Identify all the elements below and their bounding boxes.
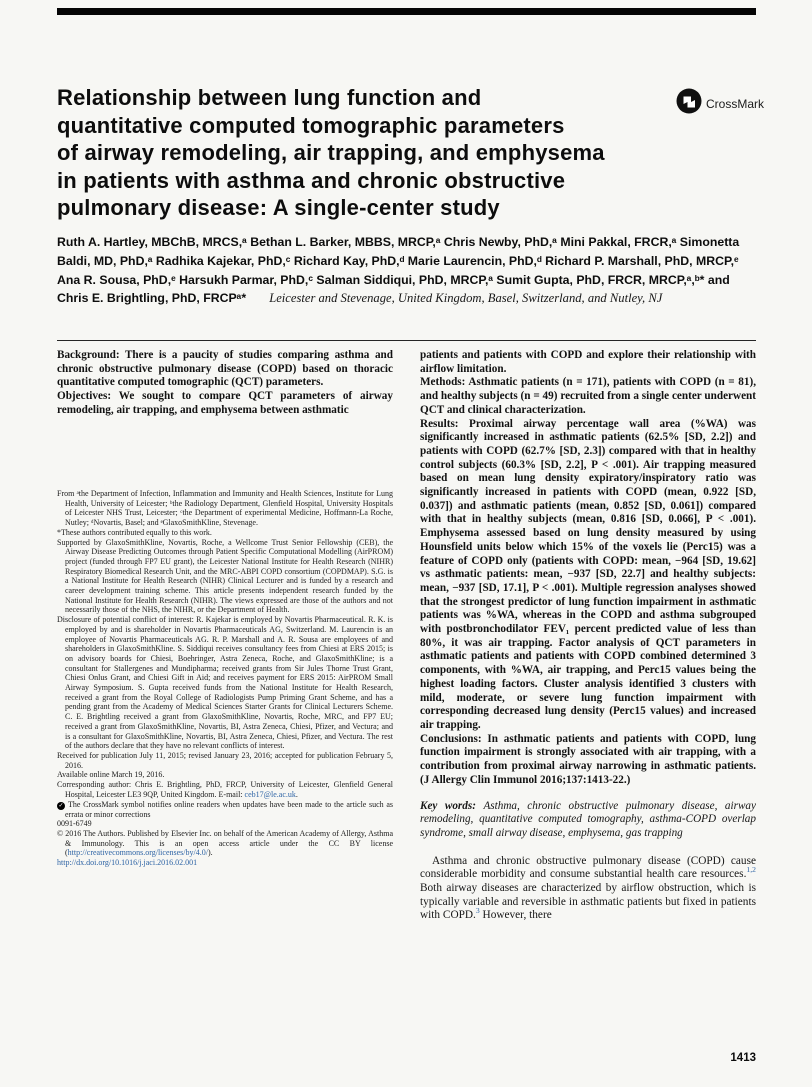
fn [57,858,393,868]
top-rule [57,8,756,15]
intro-paragraph [420,855,756,924]
fn [57,615,393,751]
text-segment: Asthma and chronic obstructive pulmonary disease (COPD) cause considerable morbidity and consume substantial health care resources. [420,854,756,881]
abs-para [420,349,756,376]
text-segment: However, there [479,909,552,922]
text-segment: patients and patients with COPD and explore their relationship with airflow limitation. [420,349,756,375]
link[interactable]: http://dx.doi.org/10.1016/j.jaci.2016.02.001 [57,858,198,868]
text-segment: Results: Proximal airway percentage wall area (%WA) was significantly increased in asthmatic patients (62.5% [SD, 2.2]) and patients with COPD (62.7% [SD, 2.3]) compared with that in healthy control subjects (60.3% [SD, 2.2], P < .001). Air trapping measured based on mean lung density expiratory/inspiratory ratio was significantly increased in patients with COPD (mean, 0.922 [SD, 0.037]) and asthmatic patients (mean, 0.852 [SD, 0.061]) compared with that in healthy subjects (mean, 0.816 [SD, 0.066], P < .001). Emphysema assessed based on lung density measured by using Hounsfield units below which 15% of the voxels lie (Perc15) was a feature of COPD only (patients with COPD: mean, −964 [SD, 19.62] vs asthmatic patients: mean, −937 [SD, 22.7] and healthy subjects: mean, −937 [SD, 17.1], P < .001). Multiple regression analyses showed that the strongest predictor of lung function impairment in asthmatic patients was %WA, whereas in the COPD and asthma subgrouped with postbronchodilator FEV₁ percent predicted value of less than 80%, it was air trapping. Factor analysis of QCT parameters in asthmatic patients and patients with COPD combined determined 3 components, with %WA, air trapping, and Perc15 values being the highest loading factors. Cluster analysis identified 3 clusters with mild, moderate, or severe lung function impairment with corresponding decreased lung density (Perc15 values) and increased air trapping. [420,417,756,731]
crossmark-label: CrossMark [706,96,765,111]
text-segment: Objectives: We sought to compare QCT parameters of airway remodeling, air trapping, and emphysema between asthmatic [57,390,393,416]
text-segment: Conclusions: In asthmatic patients and patients with COPD, lung function impairment is strongly associated with air trapping, with a contribution from proximal airway narrowing in asthmatic patients. (J Allergy Clin Immunol 2016;137:1413-22.) [420,732,756,786]
text-segment: of airway remodeling, air trapping, and emphysema [57,140,605,165]
text-segment: *These authors contributed equally to this work. [57,527,212,537]
fn [57,538,393,616]
fn [57,800,393,820]
text-segment: in patients with asthma and chronic obstructive [57,167,566,193]
page-number: 1413 [730,1052,756,1064]
text-segment: . [295,789,298,799]
text-segment: Asthma, chronic obstructive pulmonary disease, airway remodeling, quantitative computed tomography, asthma-COPD overlap syndrome, small airway disease, emphysema, gas trapping [420,799,756,839]
crossmark-icon [676,88,702,119]
footnotes [57,489,393,868]
crossmark-logo[interactable] [676,88,765,119]
text-segment: pulmonary disease: A single-center study [57,195,500,220]
title-line [57,112,702,140]
text-segment: Corresponding author: Chris E. Brightling, PhD, FRCP, University of Leicester, Glenfield General Hospital, Leicester LE3 9QP, United Kingdom. E-mail: [57,780,393,799]
fn [57,770,393,780]
abs-para [420,418,756,733]
fn [57,819,393,829]
text-segment: quantitative computed tomographic parameters [57,112,565,138]
article-title [57,84,702,222]
text-segment: The CrossMark symbol notifies online readers when updates have been made to the article such as errata or minor corrections [65,799,393,819]
link[interactable]: 1,2 [746,865,756,875]
section-divider [57,340,756,341]
text-segment: © 2016 The Authors. Published by Elsevier Inc. on behalf of the American Academy of Allergy, Asthma & Immunology. This is an open access article under the CC BY license ( [57,828,393,858]
text-segment: From ᵃthe Department of Infection, Inflammation and Immunity and Health Sciences, Institute for Lung Health, University of Leicester; ᵇthe Radiology Department, Glenfield Hospital, University Hospitals of Leicester NHS Trust, Leicester; ᶜthe Department of experimental Medicine, Hoffmann-La Roche, Nutley; ᵈNovartis, Basel; and ᵉGlaxoSmithKline, Stevenage. [57,489,393,528]
link[interactable]: 3 [475,906,480,916]
text-segment: ). [207,848,213,858]
text-segment: Key words: [420,799,484,812]
link[interactable]: ceb17@le.ac.uk [244,789,296,799]
right-column [420,349,756,923]
text-segment: Available online March 19, 2016. [57,770,165,780]
text-segment: Disclosure of potential conflict of interest: R. Kajekar is employed by Novartis Pharmaceutical. R. K. is employed by and is shareholder in Novartis Pharmaceuticals AG, Switzerland. M. Laurencin is an employee of Novartis Pharmaceuticals AG. R. P. Marshall and A. R. Sousa are employees of and shareholders in GlaxoSmithKline. S. Siddiqui receives consultancy fees from Chiesi at ERS 2015; is on advisory boards for Chiesi, Boehringer, Astra Zeneca, Roche, and GlaxoSmithKline; is a consultant for Stallergenes and Mundipharma; received grants from Sir Jules Thorne Trust Grant, Chiesi Onlus Grant, and Chiesi Gift in Aid; and receives payment for ERS 2015: AirPROM Small Airway Symposium. S. Gupta received funds from the National Institute for Health Research, received a grant from the Royal College of Radiologists Pump Priming Grant Scheme, and has a pending grant from the Academy of Medical Sciences Starter Grants for Clinical Lecturers Scheme. C. E. Brightling received a grant from GlaxoSmithKline, Novartis, Roche, MRC, and FP7 EU; received a grant from GlaxoSmithKline, Novartis, BI, Astra Zeneca, Chiesi, Pfizer, and Vectura; and is a consultant for GlaxoSmithKline, Novartis, BI, Astra Zeneca, Chiesi, Pfizer, and Vectura. The rest of the authors declare that they have no relevant conflicts of interest. [57,615,393,751]
author-names: Ruth A. Hartley, MBChB, MRCS,ᵃ Bethan L. Barker, MBBS, MRCP,ᵃ Chris Newby, PhD,ᵃ Mini Pakkal, FRCR,ᵃ Simonetta Baldi, MD, PhD,ᵃ Radhika Kajekar, PhD,ᶜ Richard Kay, PhD,ᵈ Marie Laurencin, PhD,ᵈ Richard P. Marshall, PhD, MRCP,ᵉ Ana R. Sousa, PhD,ᵉ Harsukh Parmar, PhD,ᶜ Salman Siddiqui, PhD, MRCP,ᵃ Sumit Gupta, PhD, FRCR, MRCP,ᵃ,ᵇ* and Chris E. Brightling, PhD, FRCPᵃ* [57,235,740,306]
abs-para [57,349,393,390]
text-segment: Methods: Asthmatic patients (n = 171), patients with COPD (n = 81), and healthy subjects (n = 49) recruited from a single center underwent QCT and clinical characterization. [420,376,756,416]
abs-para [420,733,756,788]
text-segment: Received for publication July 11, 2015; revised January 23, 2016; accepted for publication February 5, 2016. [57,750,393,770]
left-column [57,349,393,418]
text-segment: 0091-6749 [57,819,92,829]
abstract-right-column [420,349,756,788]
text-segment: Supported by GlaxoSmithKline, Novartis, Roche, a Wellcome Trust Senior Fellowship (CEB), the Airway Disease Predicting Outcomes through Patient Specific Computational Modelling (AirPROM) project (funded through FP7 EU grant), the Leicester National Institute for Health Research (NIHR) Respiratory Biomedical Research Unit, and the MRC-ABPI COPD consortium (COPDMAP). S.G. is a National Institute for Health Research (NIHR) Clinical Lecturer and is funded by a research and career development training scheme. This article presents independent research funded by the National Institute for Health Research (NIHR). The views expressed are those of the authors and not necessarily those of the NHS, the NIHR, or the Department of Health. [57,537,393,615]
fn [57,780,393,799]
title-line [57,84,702,112]
link[interactable]: http://creativecommons.org/licenses/by/4.0/ [67,848,208,858]
fn [57,489,393,528]
text-segment: Relationship between lung function and [57,85,482,110]
abstract-left-column [57,349,393,418]
text-segment: Background: There is a paucity of studies comparing asthma and chronic obstructive pulmonary disease (COPD) based on thoracic quantitative computed tomographic (QCT) parameters. [57,349,393,389]
abs-para [420,376,756,417]
title-line [57,167,702,195]
keywords [420,800,756,841]
title-line [57,139,702,167]
author-locations: Leicester and Stevenage, United Kingdom, Basel, Switzerland, and Nutley, NJ [269,291,663,306]
text-segment: Both airway diseases are characterized by airflow obstruction, which is typically variable and reversible in asthmatic patients but fixed in patients with COPD. [420,882,756,922]
author-list [57,233,760,308]
abs-para [57,390,393,417]
fn [57,751,393,770]
title-line [57,194,702,222]
fn [57,829,393,858]
fn [57,528,393,538]
